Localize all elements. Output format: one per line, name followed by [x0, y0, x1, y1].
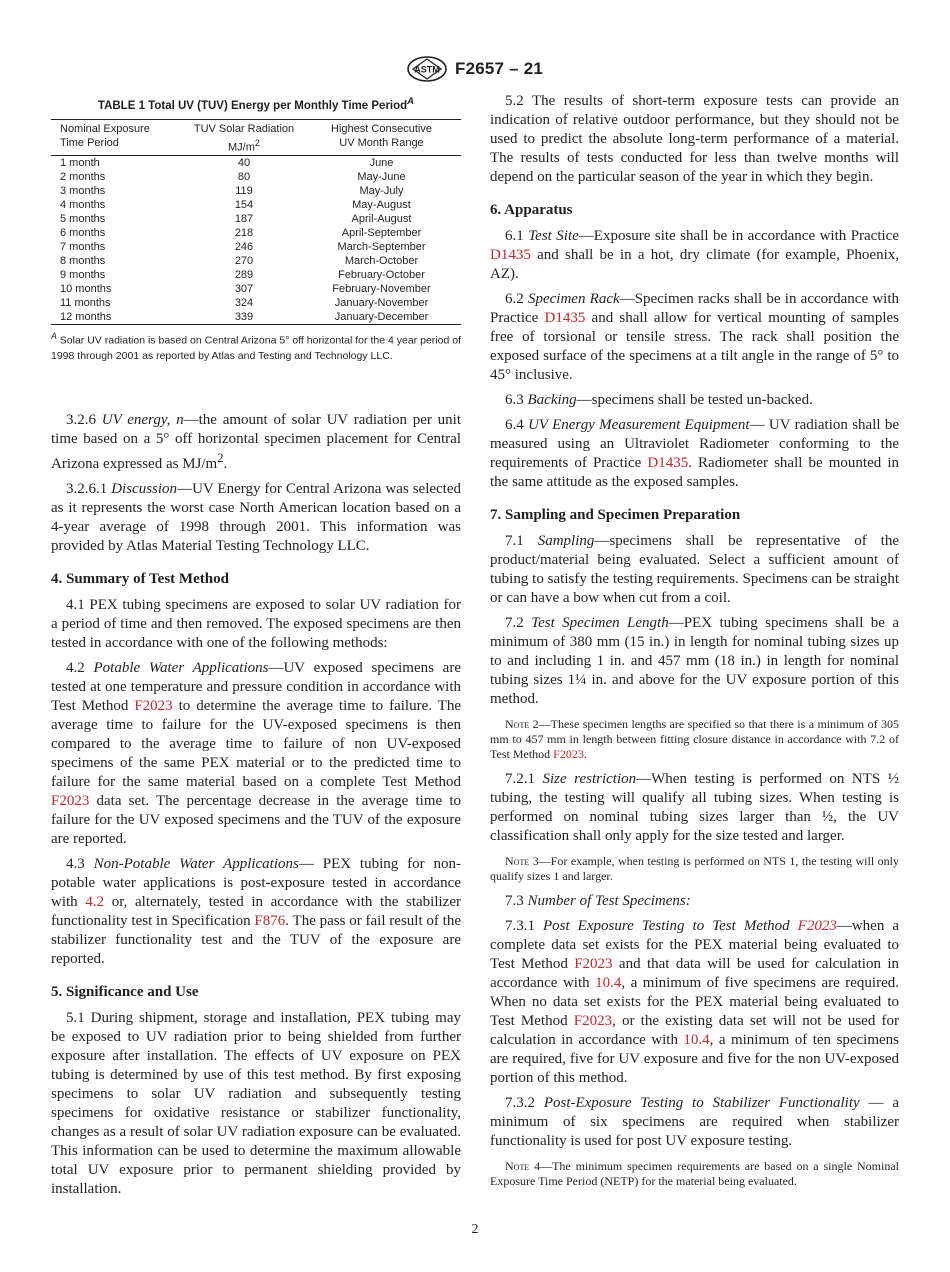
heading-significance-and-use: 5. Significance and Use: [51, 983, 199, 1000]
table-1-footnote: $^A$ Solar UV radiation is based on Central Arizona 5° off horizontal for the 4 year period of 1998 through 2001 as reported by Atlas and Testing and Technology LLC.: [51, 331, 461, 362]
right-column: [490, 92, 899, 1197]
ref-link-f876[interactable]: F876: [254, 912, 286, 929]
ref-link-f2023[interactable]: F2023: [51, 792, 90, 809]
table-row: 12 months 339 January-December: [51, 310, 461, 325]
section-4-1: 4.1 PEX tubing specimens are exposed to solar UV radiation for a period of time and then removed. The exposed specimens are then tested in accordance with one of the following methods:: [51, 596, 461, 651]
left-column: [51, 92, 461, 1205]
section-4-3: 4.3 Non-Potable Water Applications— PEX tubing for non-potable water applications is post-exposure tested in accordance with 4.2 or, alternately, tested in accordance with the stabilizer functionality test in Specification F876. The pass or fail result of the stabilizer functionality test and the TUV of the exposure are reported.: [51, 855, 461, 967]
table-header-row: [51, 119, 461, 156]
section-6-1: 6.1 Test Site—Exposure site shall be in accordance with Practice D1435 and shall be in a hot, dry climate (for example, Phoenix, AZ).: [490, 228, 899, 282]
table-row: 5 months 187 April-August: [60, 213, 412, 226]
astm-logo-icon: [407, 56, 447, 82]
column-header-range: Highest Consecutive UV Month Range: [302, 119, 461, 156]
ref-link-f2023[interactable]: F2023: [574, 956, 613, 972]
section-7-3-1: 7.3.1 Post Exposure Testing to Test Method F2023—when a complete data set exists for the PEX material being evaluated to Test Method F2023 and that data will be used for calculation in accordance with 10.4, a minimum of five specimens are required. When no data set exists for the PEX material being evaluated to Test Method F2023, or the existing data set will not be used for calculation in accordance with 10.4, a minimum of ten specimens are required, five for UV exposure and five for the non UV-exposed portion of this method.: [490, 918, 900, 1086]
page-header: [0, 56, 950, 82]
page-number: 2: [471, 1222, 479, 1237]
document-designation: F2657 – 21: [454, 59, 543, 78]
column-header-tuv: TUV Solar Radiation $MJ/m^2$: [186, 119, 302, 156]
section-7-1: 7.1 Sampling—specimens shall be representative of the product/material being evaluated. Select a sufficient amount of tubing to satisfy the testing requirements. Specimens can be straight or can have a bow when cut from a coil.: [490, 533, 899, 606]
ref-link-f2023[interactable]: F2023: [797, 918, 837, 934]
table-row: 11 months 324 January-November: [60, 297, 429, 310]
section-4-2: 4.2 Potable Water Applications—UV exposed specimens are tested at one temperature and pressure condition in accordance with Test Method F2023 to determine the average time to failure. The average time to failure for the UV-exposed specimens is then compared to the average time to failure of non UV-exposed specimens of the same PEX material or to the predicted time to failure for the same material based on a complete Test Method F2023 data set. The percentage decrease in the average time to failure for the UV exposed specimens and the TUV of the exposure are reported.: [51, 659, 461, 847]
note-3: Note 3—For example, when testing is performed on NTS 1, the testing will only qualify sizes 1 and larger.: [490, 854, 899, 883]
ref-link-f2023[interactable]: F2023: [134, 697, 173, 714]
section-6-2: 6.2 Specimen Rack—Specimen racks shall be in accordance with Practice D1435 and shall allow for vertical mounting of samples free of torsional or tensile stress. The rack shall position the exposed surface of the specimens at a tilt angle in the range of 5° to 45° inclusive.: [490, 291, 900, 383]
ref-link-10-4[interactable]: 10.4: [683, 1032, 710, 1048]
ref-link-d1435[interactable]: D1435: [647, 455, 689, 471]
section-6-3: 6.3 Backing—specimens shall be tested un-backed.: [505, 392, 813, 408]
section-7-3: 7.3 Number of Test Specimens:: [505, 893, 691, 909]
section-3-2-6-1: 3.2.6.1 Discussion—UV Energy for Central Arizona was selected as it represents the worst case North American location based on a 4-year average of 1998 through 2001. This information was provided by Atlas Material Testing Technology LLC.: [51, 480, 462, 554]
ref-link-10-4[interactable]: 10.4: [595, 975, 622, 991]
table-row: 9 months 289 February-October: [60, 269, 425, 282]
ref-link-f2023[interactable]: F2023: [573, 1013, 613, 1029]
table-row: 7 months 246 March-September: [60, 241, 426, 254]
table-row: 2 months 80 May-June: [60, 171, 406, 184]
section-6-4: 6.4 UV Energy Measurement Equipment— UV radiation shall be measured using an Ultraviolet Radiometer conforming to the requirements of Practice D1435. Radiometer shall be mounted in the same attitude as the exposed samples.: [490, 417, 899, 490]
ref-link-d1435[interactable]: D1435: [544, 310, 586, 326]
table-row: 4 months 154 May-August: [60, 199, 411, 212]
section-5-1: 5.1 During shipment, storage and installation, PEX tubing may be exposed to UV radiation prior to being shielded from further exposure after installation. The effects of UV exposure on PEX tubing is determined by use of this test method. By first exposing specimens to solar UV radiation and subsequently testing specimens for oxidative resistance or stabilizer functionality, changes as a result of solar UV radiation exposure can be evaluated. This information can be used to determine the maximum allowable total UV exposure prior to permanent shielding provided by installation.: [51, 1009, 461, 1197]
ref-link-f2023[interactable]: F2023: [553, 747, 584, 761]
table-1: [51, 119, 461, 326]
column-header-period: Nominal Exposure Time Period: [51, 119, 186, 156]
section-7-2-1: 7.2.1 Size restriction—When testing is performed on NTS ½ tubing, the testing will qualify all tubing sizes. When testing is performed on nominal tubing sizes larger than ½, the UV classification shall only apply for the size tested and larger.: [490, 771, 900, 844]
table-row: 8 months 270 March-October: [60, 255, 419, 268]
section-3-2-6: 3.2.6 UV energy, n—the amount of solar UV radiation per unit time based on a 5° off horizontal specimen placement for Central Arizona expressed as $MJ/m^2$.: [51, 411, 462, 472]
heading-apparatus: 6. Apparatus: [490, 202, 573, 218]
table-row: 1 month 40 June: [60, 157, 394, 170]
table-row: 6 months 218 April-September: [60, 227, 422, 240]
table-1-title: TABLE 1 Total UV (TUV) Energy per Monthly Time Period$^A$: [97, 96, 415, 112]
section-5-2: 5.2 The results of short-term exposure tests can provide an indication of relative outdoor performance, but they should not be used to predict the absolute long-term performance of a material. The results of tests conducted for less than twelve months will depend on the particular season of the year in which they begin.: [490, 93, 899, 185]
ref-link-4-2[interactable]: 4.2: [85, 893, 105, 910]
section-7-3-2: 7.3.2 Post-Exposure Testing to Stabilizer Functionality — a minimum of six specimens are required when stabilizer functionality is used for post UV exposure testing.: [490, 1095, 899, 1149]
table-row: 10 months 307 February-November: [60, 283, 431, 296]
heading-summary-of-test-method: 4. Summary of Test Method: [51, 570, 229, 587]
ref-link-d1435[interactable]: D1435: [490, 247, 531, 263]
heading-sampling-and-specimen-preparation: 7. Sampling and Specimen Preparation: [490, 507, 741, 523]
table-row: 3 months 119 May-July: [60, 185, 404, 198]
svg-text:ASTM: ASTM: [414, 64, 440, 75]
section-7-2: 7.2 Test Specimen Length—PEX tubing specimens shall be a minimum of 380 mm (15 in.) in length for nominal tubing sizes up to and including 1 in. and 457 mm (18 in.) in length for nominal tubing sizes 1¼ in. and above for the UV exposure portion of this method.: [490, 615, 899, 707]
note-2: Note 2—These specimen lengths are specified so that there is a minimum of 305 mm to 457 mm in length between fitting closure distance in accordance with 7.2 of Test Method F2023.: [490, 717, 899, 761]
note-4: Note 4—The minimum specimen requirements are based on a single Nominal Exposure Time Period (NETP) for the material being evaluated.: [490, 1159, 899, 1188]
